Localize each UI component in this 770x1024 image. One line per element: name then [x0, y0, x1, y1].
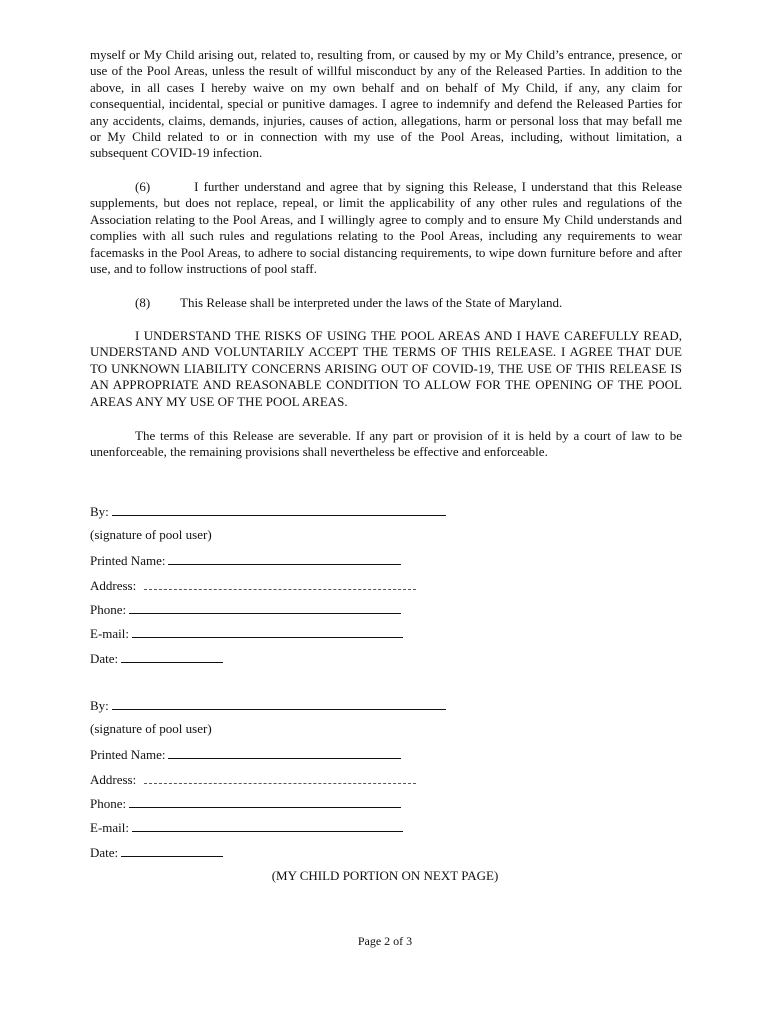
signature-line[interactable] [112, 696, 446, 710]
signature-caption: (signature of pool user) [90, 721, 212, 736]
date-label: Date: [90, 651, 119, 666]
printed-name-label: Printed Name: [90, 553, 166, 568]
email-label: E-mail: [90, 626, 129, 641]
release-paragraph-continued: myself or My Child arising out, related to, resulting from, or caused by my or My Child’s entrance, presence, or use of the Pool Areas, unless the result of willful misconduct by any of the Released Parties. In addition to the above, in all cases I hereby waive on my own behalf and on behalf of My Child, if any, any claim for consequential, incidental, special or punitive damages. I agree to indemnify and defend the Released Parties for any accidents, claims, demands, injuries, causes of action, allegations, harm or personal loss that may befall me or My Child related to or in connection with my use of the Pool Areas, including, without limitation, a subsequent COVID-19 infection. [90, 47, 682, 161]
paragraph-text: This Release shall be interpreted under the laws of the State of Maryland. [180, 295, 563, 310]
phone-line[interactable] [129, 794, 401, 808]
paragraph-number: (6) [135, 179, 151, 194]
next-page-note: (MY CHILD PORTION ON NEXT PAGE) [271, 868, 499, 883]
date-line[interactable] [121, 843, 223, 857]
by-label: By: [90, 698, 109, 713]
phone-label: Phone: [90, 602, 127, 617]
release-paragraph-6 [90, 179, 682, 277]
signature-line[interactable] [112, 502, 446, 516]
email-label: E-mail: [90, 820, 129, 835]
phone-label: Phone: [90, 796, 127, 811]
date-label: Date: [90, 845, 119, 860]
severability-paragraph: The terms of this Release are severable. If any part or provision of it is held by a court of law to be unenforceable, the remaining provisions shall nevertheless be effective and enforceable. [90, 428, 682, 460]
address-label: Address: [90, 772, 137, 787]
release-paragraph-8 [90, 295, 682, 311]
page-number: Page 2 of 3 [357, 934, 413, 948]
phone-line[interactable] [129, 600, 401, 614]
address-line[interactable] [144, 576, 416, 590]
address-label: Address: [90, 578, 137, 593]
email-line[interactable] [132, 818, 403, 832]
by-label: By: [90, 504, 109, 519]
printed-name-line[interactable] [168, 745, 401, 759]
date-line[interactable] [121, 649, 223, 663]
printed-name-line[interactable] [168, 551, 401, 565]
acknowledgement-paragraph: I UNDERSTAND THE RISKS OF USING THE POOL AREAS AND I HAVE CAREFULLY READ, UNDERSTAND AND VOLUNTARILY ACCEPT THE TERMS OF THIS RELEASE. I AGREE THAT DUE TO UNKNOWN LIABILITY CONCERNS ARISING OUT OF COVID-19, THE USE OF THIS RELEASE IS AN APPROPRIATE AND REASONABLE CONDITION TO ALLOW FOR THE OPENING OF THE POOL AREAS ANY MY USE OF THE POOL AREAS. [90, 328, 682, 409]
paragraph-text: I further understand and agree that by signing this Release, I understand that this Release supplements, but does not replace, repeal, or limit the applicability of any other rules and regulations of the Association relating to the Pool Areas, and I willingly agree to comply and to ensure My Child understands and complies with all such rules and regulations relating to the Pool Areas, including any requirements to wear facemasks in the Pool Areas, to adhere to social distancing requirements, to wipe down furniture before and after use, and to follow instructions of pool staff. [90, 179, 682, 277]
signature-caption: (signature of pool user) [90, 527, 212, 542]
paragraph-number: (8) [135, 295, 151, 310]
address-line[interactable] [144, 770, 416, 784]
printed-name-label: Printed Name: [90, 747, 166, 762]
email-line[interactable] [132, 624, 403, 638]
